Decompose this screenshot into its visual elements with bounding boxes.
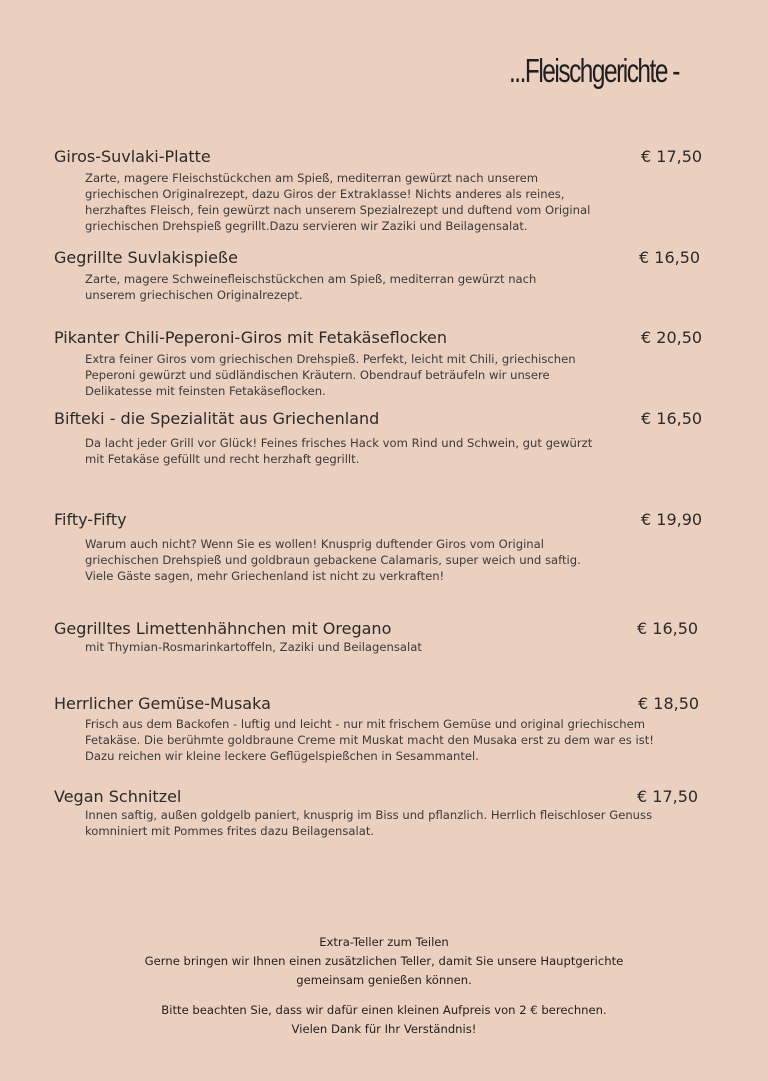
dish-name: Herrlicher Gemüse-Musaka	[54, 694, 271, 713]
dish-price: € 16,50	[639, 248, 701, 267]
dish-name: Vegan Schnitzel	[54, 787, 182, 806]
dish-name: Giros-Suvlaki-Platte	[54, 147, 211, 166]
dish-name: Fifty-Fifty	[54, 510, 127, 529]
page-title: ...Fleischgerichte -	[509, 52, 679, 89]
dish-description: Zarte, magere Schweinefleischstückchen am Spieß, mediterran gewürzt nach unserem griechischen Originalrezept.	[85, 272, 537, 302]
extra-plate-note: Extra-Teller zum Teilen Gerne bringen wir Ihnen einen zusätzlichen Teller, damit Sie unsere Hauptgerichte gemeinsam genießen können.	[144, 935, 624, 987]
dish-description: Warum auch nicht? Wenn Sie es wollen! Knusprig duftender Giros vom Original griechischen Drehspieß und goldbraun gebackene Calamaris, super weich und saftig. Viele Gäste sagen, mehr Griechenland ist nicht zu verkraften!	[85, 537, 581, 583]
dish-chili-peperoni-giros	[54, 328, 704, 399]
dish-price: € 16,50	[641, 409, 703, 428]
dish-name: Bifteki - die Spezialität aus Griechenland	[54, 409, 380, 428]
dish-description: Da lacht jeder Grill vor Glück! Feines frisches Hack vom Rind und Schwein, gut gewürzt mit Fetakäse gefüllt und recht herzhaft gegrillt.	[85, 436, 593, 466]
dish-fifty-fifty	[54, 510, 704, 584]
dish-description: Zarte, magere Fleischstückchen am Spieß, mediterran gewürzt nach unserem griechischen Originalrezept, dazu Giros der Extraklasse! Nichts anderes als reines, herzhaftes Fleisch, fein gewürzt nach unserem Spezialrezept und duftend vom Original griechischen Drehspieß gegrillt.Dazu servieren wir Zaziki und Beilagensalat.	[85, 171, 591, 233]
dish-price: € 19,90	[641, 510, 703, 529]
dish-name: Gegrilltes Limettenhähnchen mit Oregano	[54, 619, 392, 638]
dish-price: € 17,50	[641, 147, 703, 166]
dish-limettenhaehnchen	[54, 619, 704, 655]
dish-description: Innen saftig, außen goldgelb paniert, knusprig im Biss und pflanzlich. Herrlich fleischloser Genuss komniniert mit Pommes frites dazu Beilagensalat.	[85, 808, 653, 838]
dish-giros-suvlaki-platte	[54, 147, 704, 234]
dish-description: Extra feiner Giros vom griechischen Drehspieß. Perfekt, leicht mit Chili, griechischen Peperoni gewürzt und südländischen Kräutern. Obendrauf beträufeln wir unsere Delikatesse mit feinsten Fetakäseflocken.	[85, 352, 576, 398]
surcharge-note: Bitte beachten Sie, dass wir dafür einen kleinen Aufpreis von 2 € berechnen. Vielen Dank für Ihr Verständnis!	[161, 1003, 607, 1036]
dish-price: € 18,50	[638, 694, 700, 713]
dish-name: Pikanter Chili-Peperoni-Giros mit Fetakäseflocken	[54, 328, 447, 347]
dish-description: mit Thymian-Rosmarinkartoffeln, Zaziki und Beilagensalat	[85, 640, 422, 654]
dish-gegrillte-suvlakispiesse	[54, 248, 704, 303]
dish-vegan-schnitzel	[54, 787, 704, 839]
dish-price: € 17,50	[637, 787, 699, 806]
dish-description: Frisch aus dem Backofen - luftig und leicht - nur mit frischem Gemüse und original griechischem Fetakäse. Die berühmte goldbraune Creme mit Muskat macht den Musaka erst zu dem war es ist! Dazu reichen wir kleine leckere Geflügelspießchen in Sesammantel.	[85, 717, 654, 763]
dish-bifteki	[54, 409, 704, 467]
dish-price: € 16,50	[637, 619, 699, 638]
dish-price: € 20,50	[641, 328, 703, 347]
dish-gemuese-musaka	[54, 694, 704, 764]
dish-name: Gegrillte Suvlakispieße	[54, 248, 238, 267]
